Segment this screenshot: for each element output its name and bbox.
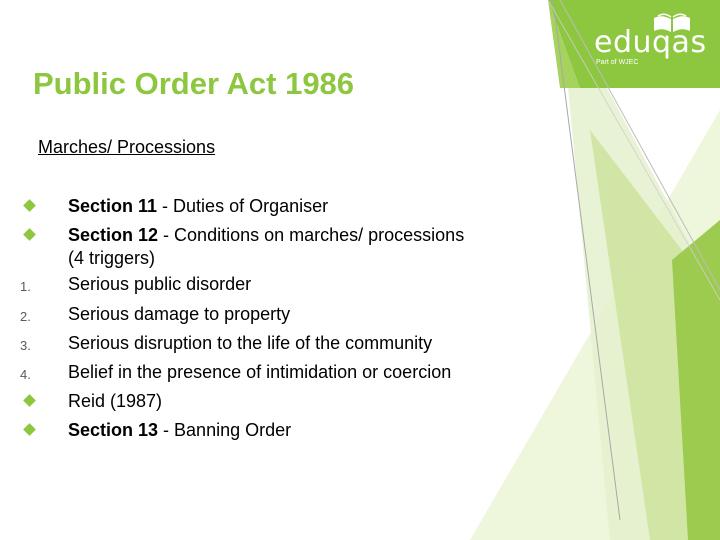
list-item	[20, 300, 540, 329]
list-item	[20, 329, 540, 358]
diamond-bullet-icon	[23, 199, 36, 212]
item-number: 4.	[20, 367, 31, 383]
diamond-bullet-icon	[23, 394, 36, 407]
logo-tagline: Part of WJEC	[596, 59, 639, 66]
item-text: (4 triggers)	[68, 248, 156, 269]
slide-title: Public Order Act 1986	[33, 66, 355, 101]
list-item	[20, 192, 540, 221]
number-marker	[20, 358, 50, 387]
number-marker	[20, 300, 50, 329]
list-item-continuation	[20, 246, 540, 270]
bullet-marker	[20, 416, 50, 445]
diamond-bullet-icon	[23, 424, 36, 437]
item-text: Serious damage to property	[68, 303, 291, 324]
content-list	[20, 192, 540, 446]
slide-subheading: Marches/ Processions	[38, 137, 216, 157]
number-marker	[20, 270, 50, 299]
item-text: Serious disruption to the life of the community	[68, 332, 433, 353]
item-text: - Banning Order	[158, 420, 292, 441]
item-text: - Duties of Organiser	[157, 196, 329, 216]
list-item	[20, 270, 540, 299]
list-item	[20, 416, 540, 445]
list-item	[20, 387, 540, 416]
eduqas-logo	[594, 12, 707, 70]
list-item	[20, 358, 540, 387]
item-text: Serious public disorder	[68, 274, 252, 295]
bullet-marker	[20, 387, 50, 416]
item-bold-text: Section 12	[68, 225, 159, 246]
item-text: Reid (1987)	[68, 391, 163, 412]
item-bold-text: Section 13	[68, 420, 159, 441]
bullet-marker	[20, 192, 50, 221]
logo-wordmark: eduqas	[594, 25, 707, 60]
item-number: 1.	[20, 279, 31, 295]
item-text: Belief in the presence of intimidation or coercion	[68, 362, 452, 383]
diamond-bullet-icon	[23, 228, 36, 241]
number-marker	[20, 329, 50, 358]
item-number: 2.	[20, 308, 31, 324]
item-bold-text: Section 11	[68, 196, 158, 216]
item-number: 3.	[20, 337, 31, 353]
item-text: - Conditions on marches/ processions	[158, 225, 465, 246]
